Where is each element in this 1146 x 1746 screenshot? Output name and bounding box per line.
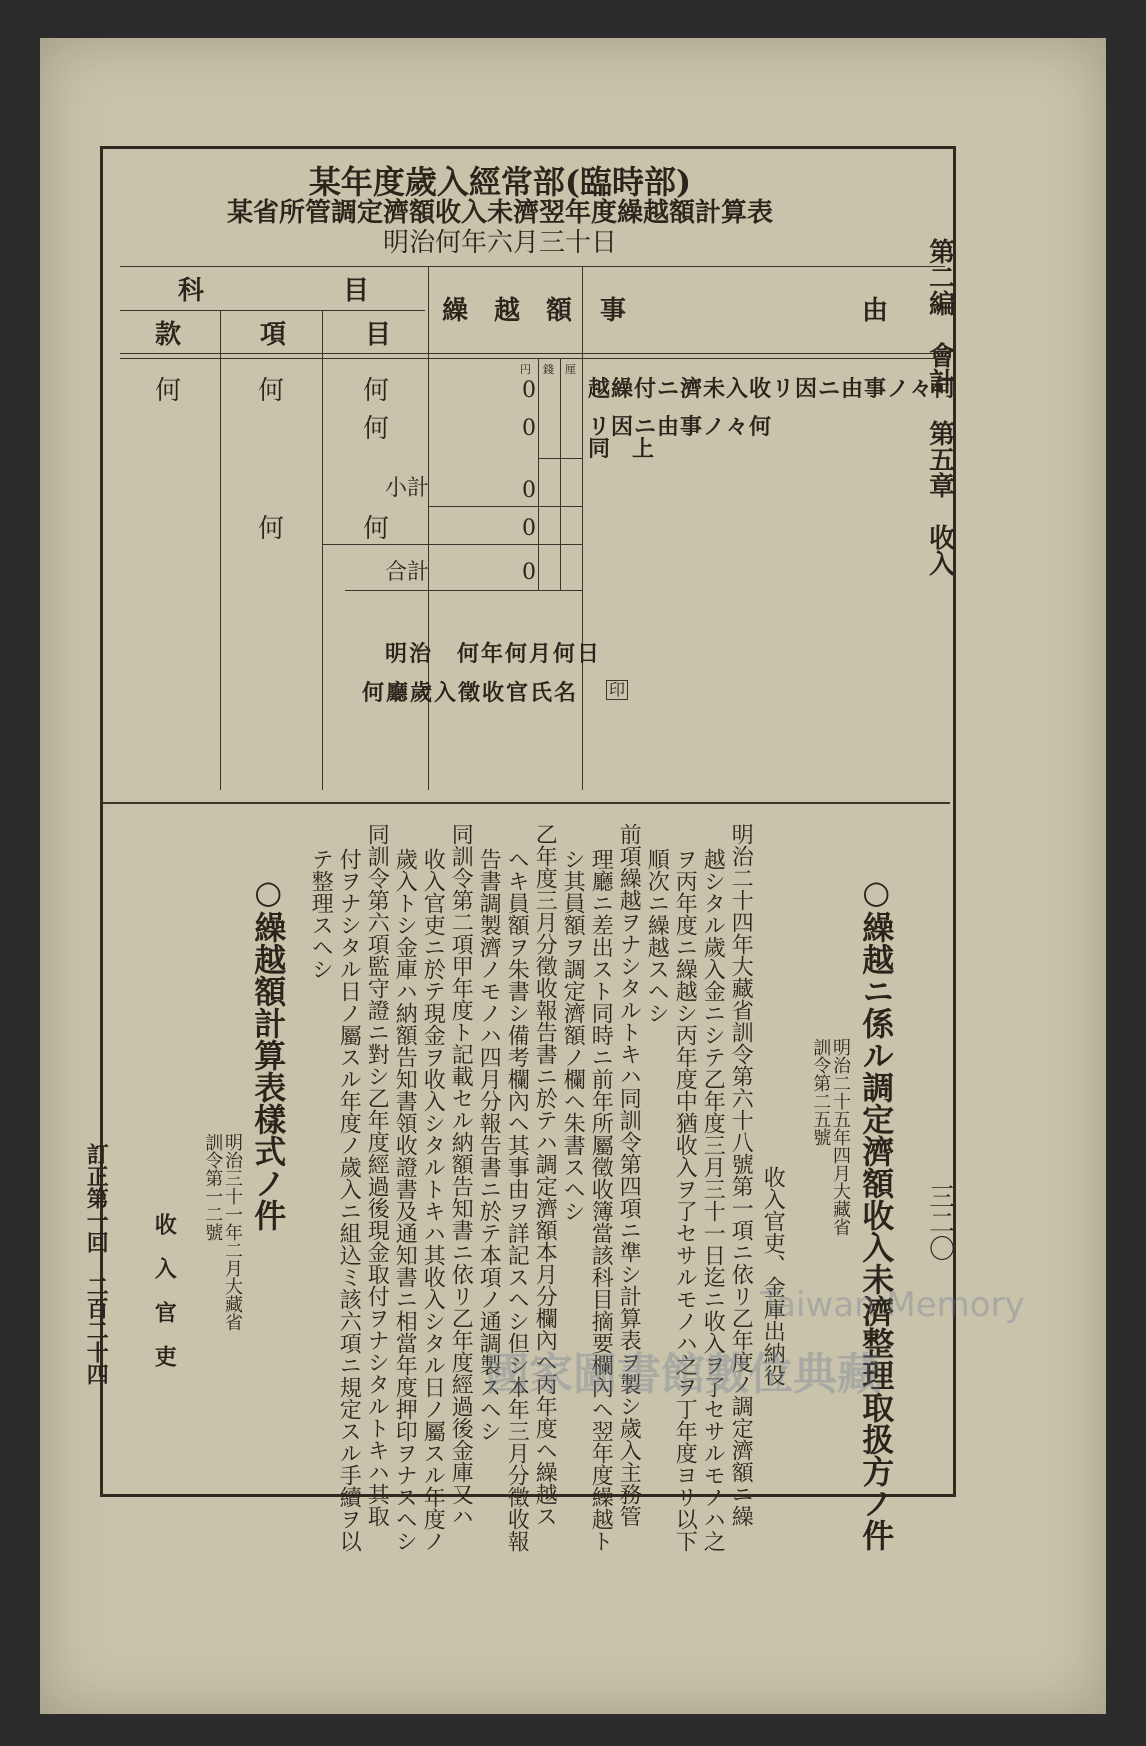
row4-kou: 何 (258, 514, 285, 544)
unit-rin: 厘 (565, 363, 576, 376)
subtotal-label: 小計 (385, 476, 430, 501)
article2-addressee: 收 入 官 吏 (151, 1213, 178, 1367)
article1-line-8: 乙年度三月分徵收報告書ニ於テハ調定濟額本月分欄內ヘ丙年度ヘ繰越ス (532, 823, 558, 1527)
watermark-chinese: 國家圖書館數位典藏 (485, 1349, 881, 1400)
article1-line-10: 告書調製濟ノモノハ四月分報告書ニ於テ本項ノ通調製スヘシ (476, 848, 502, 1442)
subtotal-amount: 0 (522, 478, 536, 503)
header-mid-rule (120, 310, 425, 311)
header-moku: 目 (343, 276, 370, 306)
row1-amount: 0 (522, 378, 536, 403)
watermark-english: Taiwan Memory (760, 1285, 1025, 1325)
row4-rule (322, 544, 582, 545)
row1-moku: 何 (363, 376, 390, 406)
header-kurikoshi: 繰 越 額 (442, 296, 573, 326)
header-kou: 項 (260, 320, 287, 350)
row2-moku: 何 (363, 414, 390, 444)
unit-sen: 錢 (543, 363, 554, 376)
row1-reason: 越繰付ニ濟未入收リ因ニ由事ノ々何 (588, 376, 957, 402)
row4-moku: 何 (363, 514, 390, 544)
total-amount: 0 (522, 560, 536, 585)
col-line-kan (220, 310, 221, 790)
document-page (40, 38, 1106, 1714)
header-moku2: 目 (365, 320, 392, 350)
article2-title: ○繰越額計算表樣式ノ件 (249, 873, 288, 1231)
total-label: 合計 (385, 560, 430, 585)
article1-line-12: 收入官吏ニ於テ現金ヲ收入シタルトキハ其收入シタル日ノ屬スル年度ノ (420, 848, 446, 1552)
row2-reason: リ因ニ由事ノ々何 (588, 414, 773, 440)
row4-amount: 0 (522, 516, 536, 541)
table-title-1: 某年度歲入經常部(臨時部) (308, 163, 692, 201)
row2-amount: 0 (522, 416, 536, 441)
chapter-heading: 第二編 會計 第五章 收入 (924, 238, 955, 576)
table-date: 明治何年六月三十日 (382, 228, 618, 258)
article1-line-15: 付ヲナシタル日ノ屬スル年度ノ歲入ニ組込ミ該六項ニ規定スル手續ヲ以 (336, 848, 362, 1552)
page-number: 三二〇 (924, 1183, 955, 1261)
footer-date: 明治 何年何月何日 (385, 641, 602, 667)
article1-line-13: 歲入トシ金庫ハ納額告知書領收證書及通知書ニ相當年度押印ヲナスヘシ (392, 848, 418, 1552)
header-kan: 款 (155, 320, 182, 350)
header-kamoku: 科 (178, 276, 205, 306)
article1-line-9: ヘキ員額ヲ朱書シ備考欄內ヘ其事由ヲ詳記スヘシ但シ本年三月分徵收報 (504, 848, 530, 1552)
bottom-note: 訂正第一回 二百二十四 (83, 1143, 110, 1385)
row1-kan: 何 (155, 376, 182, 406)
col-line-yen (538, 358, 539, 590)
header-top-rule (120, 266, 945, 267)
header-bottom-rule-2 (120, 358, 945, 359)
article1-line-3: ヲ丙年度ニ繰越シ丙年度中猶收入ヲ了セサルモノハ之ヲ丁年度ヨリ以下 (672, 848, 698, 1552)
article1-line-4: 順次ニ繰越スヘシ (644, 848, 670, 1024)
header-bottom-rule (120, 353, 945, 354)
header-yu: 由 (862, 296, 889, 326)
row2-rule (538, 458, 582, 459)
article1-title: ○繰越ニ係ル調定濟額收入未濟整理取扱方ノ件 (857, 873, 896, 1551)
article1-line-2: 越シタル歲入金ニシテ乙年度三月三十一日迄ニ收入ヲ了セサルモノハ之 (700, 848, 726, 1552)
article1-line-7: シ其員額ヲ調定濟額ノ欄ヘ朱書スヘシ (560, 848, 586, 1222)
unit-yen: 円 (520, 363, 531, 376)
header-ji: 事 (600, 296, 627, 326)
article1-line-11: 同訓令第二項甲年度ト記載セル納額告知書ニ依リ乙年度經過後金庫又ハ (448, 823, 474, 1527)
article1-line-16: テ整理スヘシ (308, 848, 334, 980)
article1-line-6: 理廳ニ差出スト同時ニ前年所屬徵收簿當該科目摘要欄內ヘ翌年度繰越ト (588, 848, 614, 1552)
article1-line-14: 同訓令第六項監守證ニ對シ乙年度經過後現金取付ヲナシタルトキハ其取 (364, 823, 390, 1527)
article1-line-5: 前項繰越ヲナシタルトキハ同訓令第四項ニ準シ計算表ヲ製シ歲入主務管 (616, 823, 642, 1527)
table-title-2: 某省所管調定濟額收入未濟翌年度繰越額計算表 (226, 198, 774, 228)
col-line-sen (560, 358, 561, 590)
section-divider (103, 802, 950, 804)
row2-reason2: 同 上 (588, 436, 655, 462)
article1-line-1: 明治二十四年大藏省訓令第六十八號第一項ニ依リ乙年度ノ調定濟額ニ繰 (728, 823, 754, 1527)
article1-note: 明治二十五年四月大藏省訓令第二五號 (810, 1038, 851, 1236)
footer-sign: 何廳歲入徵收官氏名 (362, 680, 579, 706)
subtotal-rule (428, 506, 582, 507)
total-rule (345, 590, 582, 591)
article1-addressee: 收入官吏、金庫出納役 (760, 1166, 786, 1386)
row1-kou: 何 (258, 376, 285, 406)
seal-mark: 印 (606, 680, 628, 700)
col-line-amount-end (582, 266, 583, 790)
article2-note: 明治三十一年二月大藏省訓令第一二號 (202, 1133, 243, 1331)
col-line-moku (428, 266, 429, 790)
col-line-kou (322, 310, 323, 790)
